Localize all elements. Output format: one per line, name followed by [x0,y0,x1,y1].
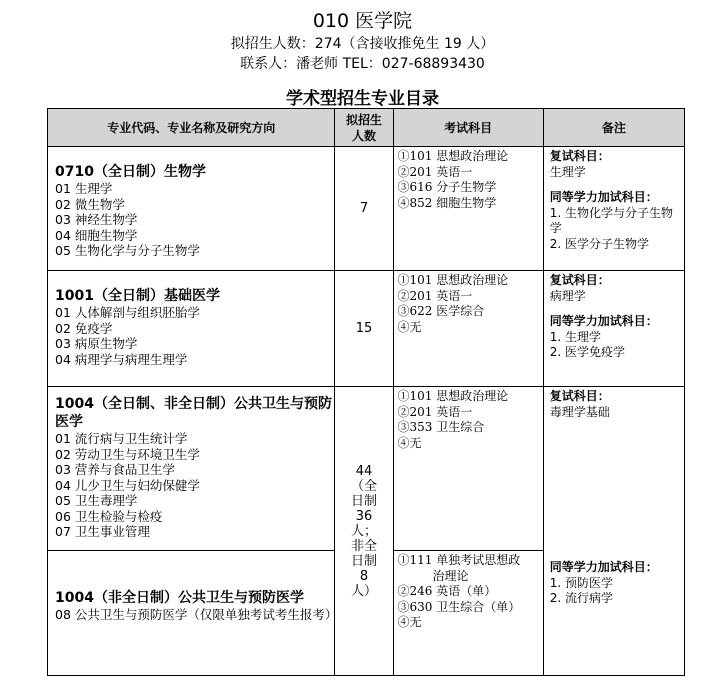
direction-item: 04 细胞生物学 [55,227,138,243]
table-row [48,271,685,387]
exam-subject: ②201 英语一 [397,404,473,419]
direction-item: 05 卫生毒理学 [55,493,138,508]
college-title: 010 医学院 [312,10,413,32]
program-catalog-table [47,108,685,676]
exam-subject: ③622 医学综合 [397,304,485,318]
exam-subject: ③616 分子生物学 [397,180,497,194]
extra-test-subject: 1. 生物化学与分子生物学 [549,205,674,235]
extra-test-label: 同等学力加试科目： [549,314,658,328]
retest-subject: 生理学 [549,164,586,179]
direction-item: 02 劳动卫生与环境卫生学 [55,446,200,462]
exam-subject: ②246 英语（单） [397,584,497,598]
col-header-subjects: 考试科目 [393,109,543,147]
exam-subject: ④无 [397,435,422,450]
major-name: 1001（全日制）基础医学 [55,288,220,304]
quota-value: 7 [335,147,393,271]
direction-item: 01 生理学 [55,181,113,196]
extra-test-label: 同等学力加试科目： [549,560,658,574]
retest-label: 复试科目： [549,389,610,403]
exam-subject: ②201 英语一 [397,288,473,303]
direction-item: 02 微生物学 [55,196,125,212]
direction-item: 03 营养与食品卫生学 [55,462,175,477]
exam-subject: ④无 [397,615,422,629]
direction-item: 01 流行病与卫生统计学 [55,431,188,446]
col-header-quota-line2: 人数 [351,128,376,143]
extra-test-label: 同等学力加试科目： [549,190,658,204]
exam-subject: ③630 卫生综合（单） [397,599,521,614]
extra-test-subject: 1. 生理学 [549,329,602,344]
contact-info: 联系人：潘老师 TEL：027-68893430 [240,56,485,72]
exam-subject: ④无 [397,319,422,334]
retest-subject: 病理学 [549,288,586,303]
direction-item: 04 儿少卫生与妇幼保健学 [55,477,200,493]
direction-item: 07 卫生事业管理 [55,524,150,539]
direction-item: 08 公共卫生与预防医学（仅限单独考试考生报考） [55,607,338,622]
exam-subject: ①111 单独考试思想政 [397,553,521,567]
table-row [48,387,685,551]
major-name: 0710（全日制）生物学 [55,164,206,180]
col-header-major: 专业代码、专业名称及研究方向 [48,109,335,147]
quota-value: 15 [335,271,393,387]
quota-value: 44（全日制 36 人；非全日制 8 人） [350,463,377,599]
direction-item: 01 人体解剖与组织胚胎学 [55,305,200,320]
exam-subject: ①101 思想政治理论 [397,389,509,403]
extra-test-subject: 2. 流行病学 [549,591,614,605]
direction-item: 03 神经生物学 [55,212,138,227]
retest-label: 复试科目： [549,149,610,163]
exam-subject: ①101 思想政治理论 [397,273,509,287]
major-name: 1004（非全日制）公共卫生与预防医学 [55,590,304,606]
table-row [48,147,685,271]
direction-item: 02 免疫学 [55,320,113,336]
direction-item: 06 卫生检验与检疫 [55,508,163,524]
exam-subject: ②201 英语一 [397,164,473,179]
enrollment-quota: 拟招生人数：274（含接收推免生 19 人） [230,36,495,52]
col-header-quota [335,109,393,147]
retest-subject: 毒理学基础 [549,404,610,419]
exam-subject: ①101 思想政治理论 [397,149,509,163]
extra-test-subject: 2. 医学免疫学 [549,345,626,359]
table-title: 学术型招生专业目录 [286,89,439,109]
exam-subject: ④852 细胞生物学 [397,195,497,210]
retest-label: 复试科目： [549,273,610,287]
direction-item: 05 生物化学与分子生物学 [55,243,200,258]
extra-test-subject: 1. 预防医学 [549,575,614,590]
exam-subject: ③353 卫生综合 [397,420,485,434]
exam-subject-continued: 治理论 [432,568,469,583]
extra-test-subject: 2. 医学分子生物学 [549,236,650,251]
direction-item: 03 病原生物学 [55,336,138,351]
col-header-notes: 备注 [543,109,684,147]
col-header-quota-line1: 拟招生 [345,112,382,127]
major-name: 1004（全日制、非全日制）公共卫生与预防医学 [55,396,332,430]
direction-item: 04 病理学与病理生理学 [55,351,188,367]
